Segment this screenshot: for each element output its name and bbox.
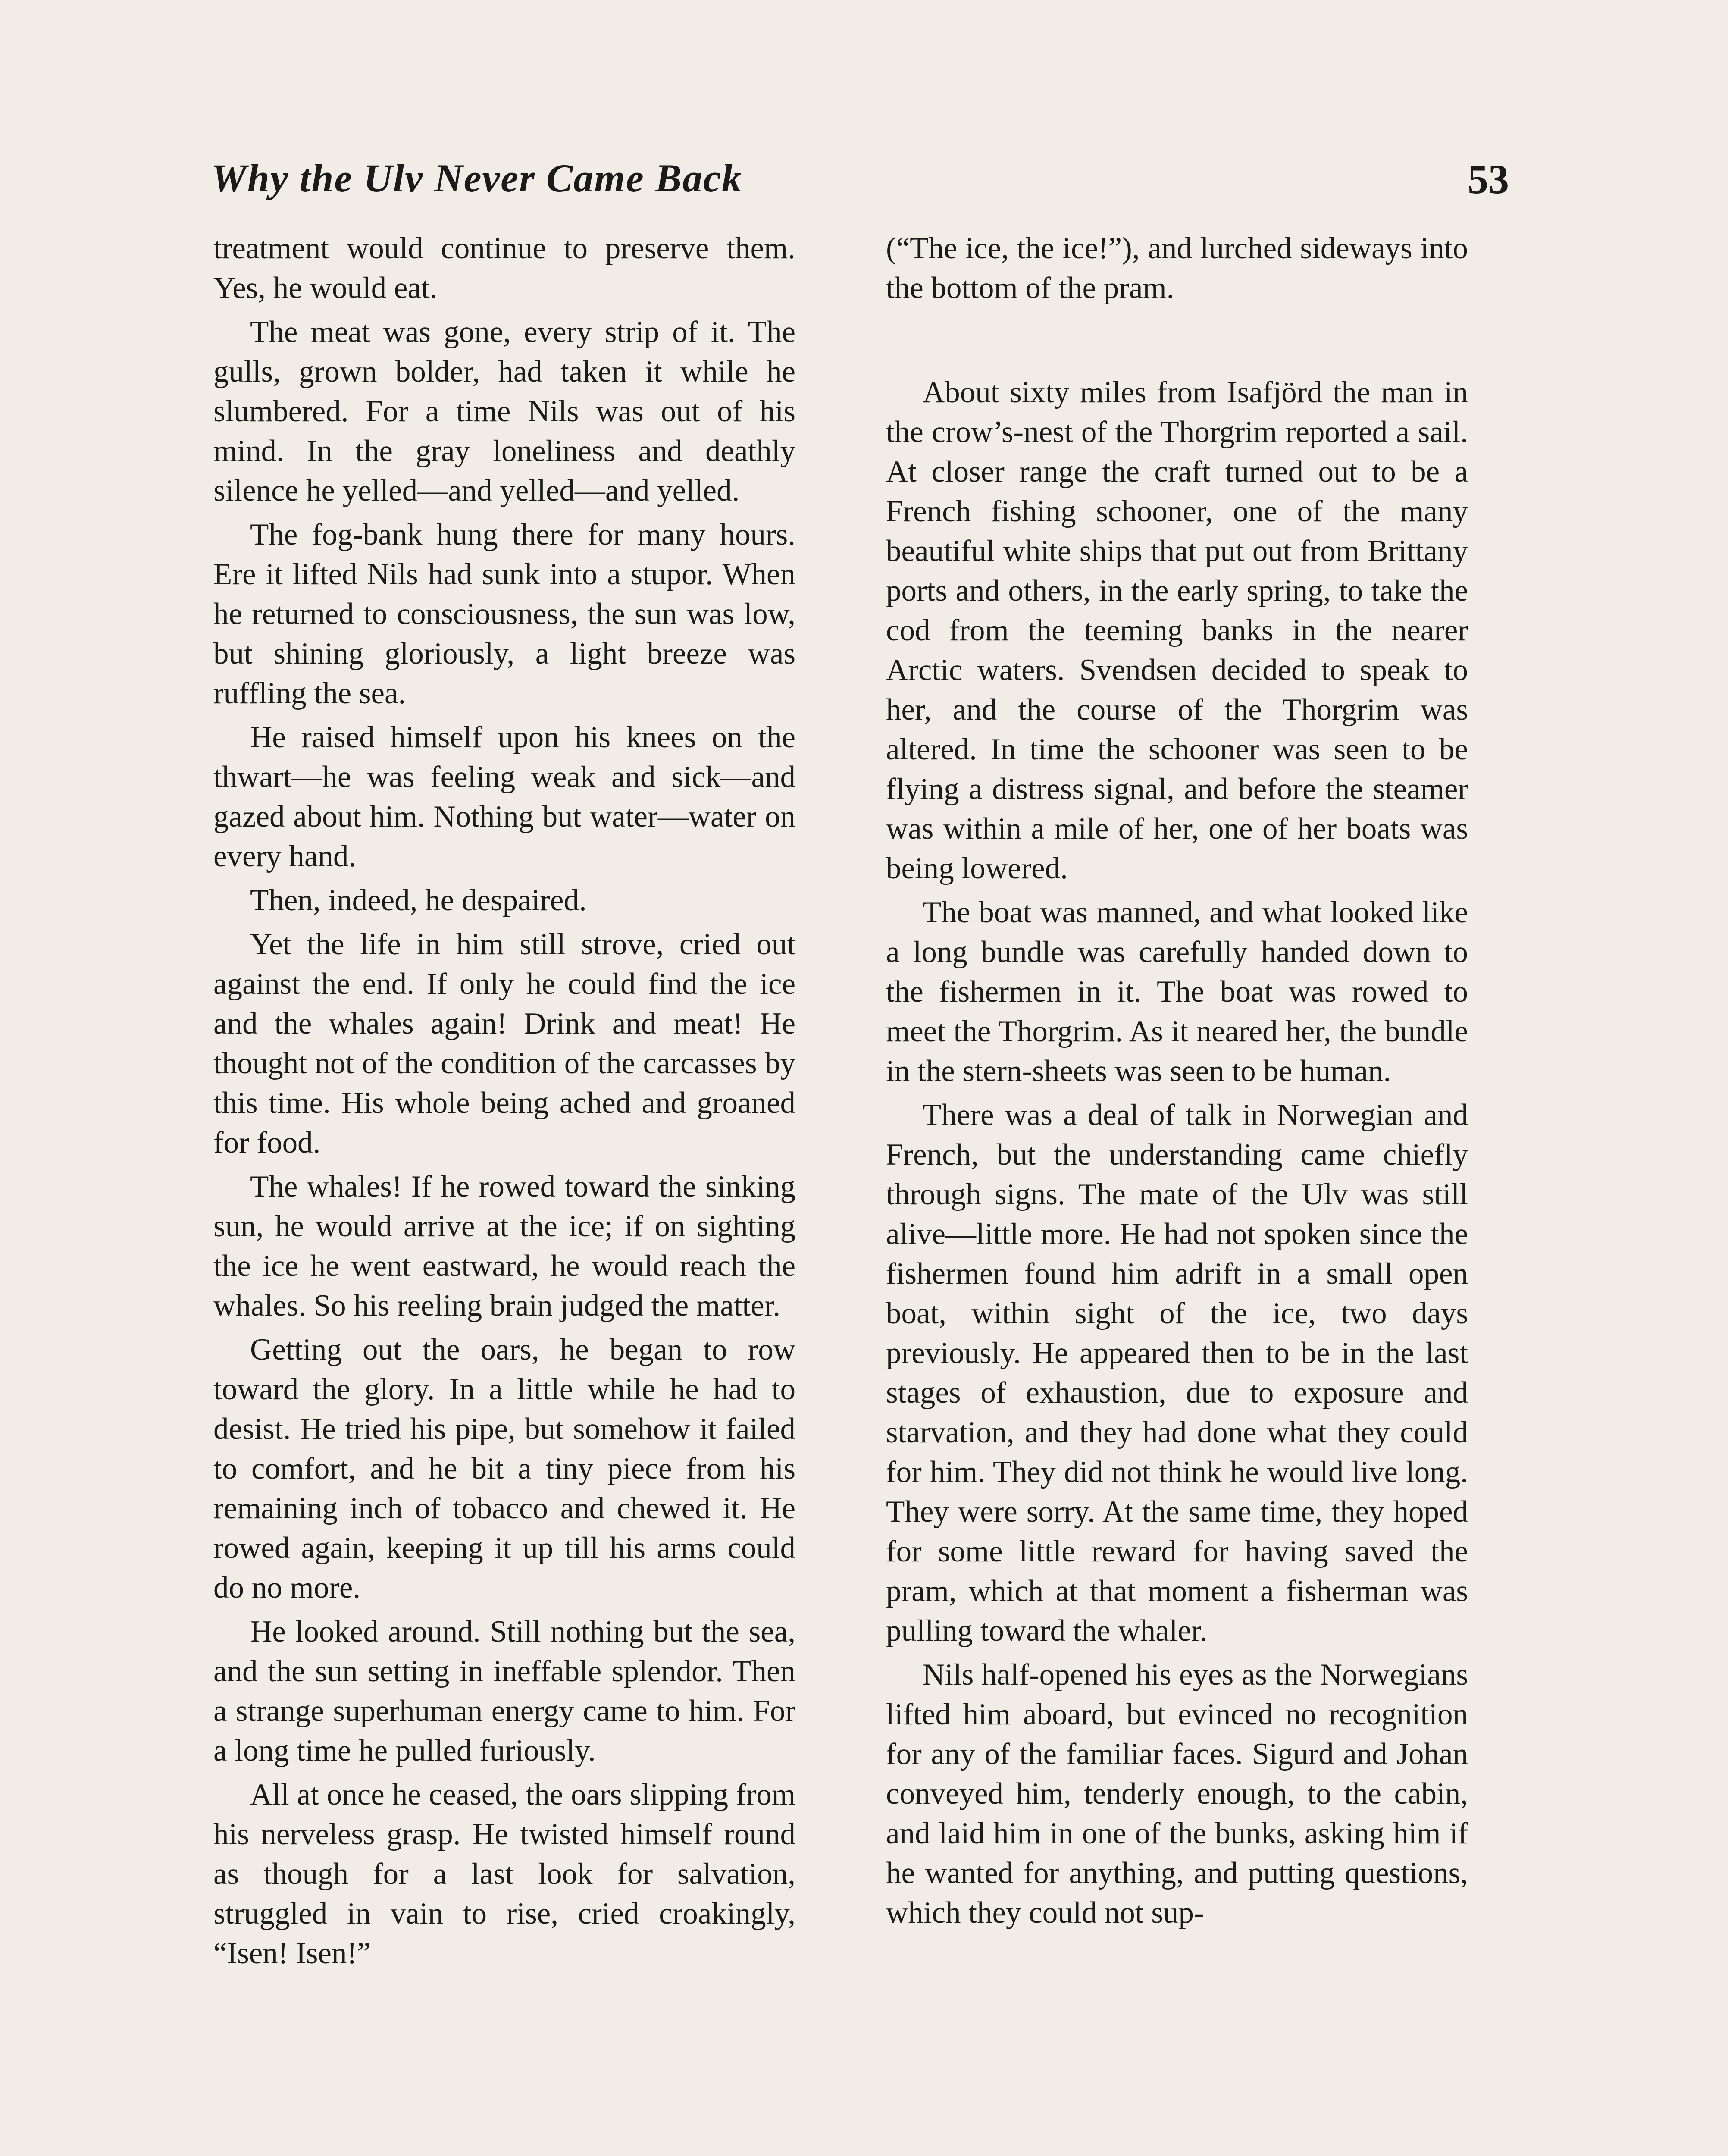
paragraph: Yet the life in him still strove, cried out against the end. If only he could find the ice and the whales again! Drink and meat! He thought not of the condition of the carcasses by this time. His whole being ached and groaned for food. <box>213 928 795 1159</box>
page-header <box>211 147 1509 216</box>
paragraph: The meat was gone, every strip of it. The gulls, grown bolder, had taken it while he slumbered. For a time Nils was out of his mind. In the gray loneliness and deathly silence he yelled—and yelled—and yelled. <box>213 315 795 508</box>
paragraph: Getting out the oars, he began to row toward the glory. In a little while he had to desist. He tried his pipe, but somehow it failed to comfort, and he bit a tiny piece from his remaining inch of tobacco and chewed it. He rowed again, keeping it up till his arms could do no more. <box>213 1333 795 1604</box>
left-column <box>213 229 795 1977</box>
right-column <box>886 229 1468 1937</box>
paragraph: The whales! If he rowed toward the sinking sun, he would arrive at the ice; if on sighting the ice he went eastward, he would reach the whales. So his reeling brain judged the matter. <box>213 1170 795 1322</box>
paragraph: There was a deal of talk in Norwegian and French, but the understanding came chiefly through signs. The mate of the Ulv was still alive—little more. He had not spoken since the fishermen found him adrift in a small open boat, within sight of the ice, two days previously. He appeared then to be in the last stages of exhaustion, due to exposure and starvation, and they had done what they could for him. They did not think he would live long. They were sorry. At the same time, they hoped for some little reward for having saved the pram, which at that moment a fisherman was pulling toward the whaler. <box>886 1098 1468 1648</box>
paragraph: The fog-bank hung there for many hours. Ere it lifted Nils had sunk into a stupor. When he returned to consciousness, the sun was low, but shining gloriously, a light breeze was ruffling the sea. <box>213 518 795 710</box>
paragraph: Then, indeed, he despaired. <box>250 884 587 917</box>
paragraph: (“The ice, the ice!”), and lurched sideways into the bottom of the pram. <box>886 232 1468 305</box>
paragraph: He raised himself upon his knees on the thwart—he was feeling weak and sick—and gazed about him. Nothing but water—water on every hand. <box>213 721 795 873</box>
paragraph: He looked around. Still nothing but the sea, and the sun setting in ineffable splendor. Then a strange superhuman energy came to him. For a long time he pulled furiously. <box>213 1615 795 1767</box>
paragraph: All at once he ceased, the oars slipping from his nerveless grasp. He twisted himself round as though for a last look for salvation, struggled in vain to rise, cried croakingly, “Isen! Isen!” <box>213 1778 795 1970</box>
paragraph: About sixty miles from Isafjörd the man in the crow’s-nest of the Thorgrim reported a sail. At closer range the craft turned out to be a French fishing schooner, one of the many beautiful white ships that put out from Brittany ports and others, in the early spring, to take the cod from the teeming banks in the nearer Arctic waters. Svendsen decided to speak to her, and the course of the Thorgrim was altered. In time the schooner was seen to be flying a distress signal, and before the steamer was within a mile of her, one of her boats was being lowered. <box>886 376 1468 885</box>
paragraph: The boat was manned, and what looked like a long bundle was carefully handed down to the fishermen in it. The boat was rowed to meet the Thorgrim. As it neared her, the bundle in the stern-sheets was seen to be human. <box>886 896 1468 1088</box>
running-title: Why the Ulv Never Came Back <box>211 156 742 200</box>
paragraph: Nils half-opened his eyes as the Norwegians lifted him aboard, but evinced no recognition for any of the familiar faces. Sigurd and Johan conveyed him, tenderly enough, to the cabin, and laid him in one of the bunks, asking him if he wanted for anything, and putting questions, which they could not sup- <box>886 1658 1468 1930</box>
page-number: 53 <box>1468 156 1509 202</box>
paragraph: treatment would continue to preserve them. Yes, he would eat. <box>213 232 795 305</box>
